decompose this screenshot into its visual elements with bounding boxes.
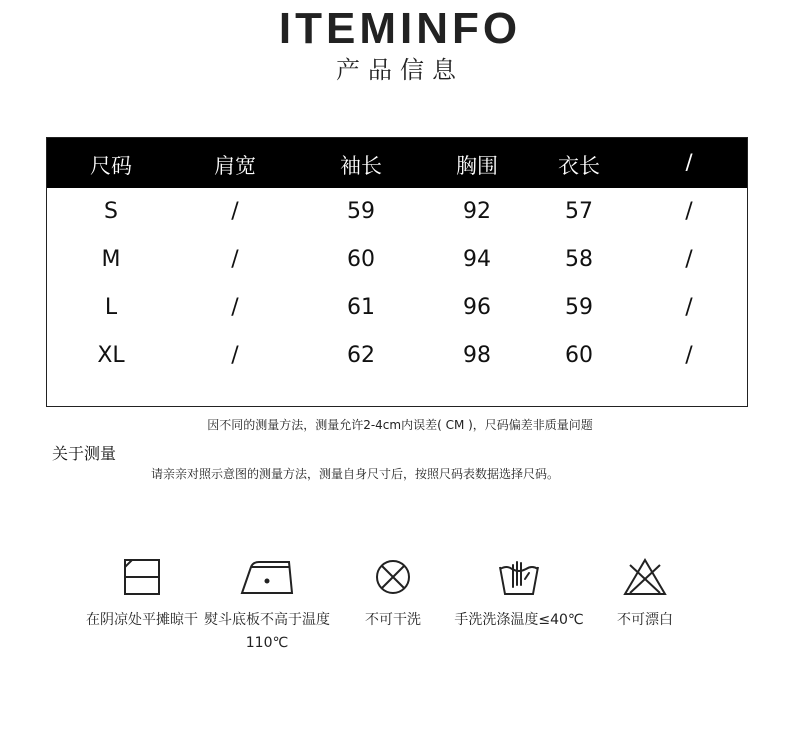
table-cell: / bbox=[685, 343, 693, 368]
no-bleach-icon bbox=[622, 557, 668, 597]
iron-low-temp-icon bbox=[239, 557, 295, 597]
table-cell: 92 bbox=[463, 199, 491, 224]
table-cell: 61 bbox=[347, 295, 375, 320]
table-row bbox=[47, 236, 747, 284]
table-header bbox=[47, 138, 747, 188]
care-item-hand-wash bbox=[449, 557, 589, 632]
column-header-chest: 胸围 bbox=[456, 154, 498, 178]
care-label: 熨斗底板不高于温度110℃ bbox=[204, 612, 330, 651]
measurement-error-note: 因不同的测量方法，测量允许2-4cm内误差( CM )，尺码偏差非质量问题 bbox=[207, 418, 593, 432]
care-item-iron bbox=[197, 557, 337, 655]
table-cell: 57 bbox=[565, 199, 593, 224]
table-cell: L bbox=[104, 295, 118, 320]
dry-flat-shade-icon bbox=[122, 557, 162, 597]
column-header-shoulder: 肩宽 bbox=[214, 154, 256, 178]
care-label: 在阴凉处平摊晾干 bbox=[86, 612, 198, 628]
no-dry-clean-icon bbox=[373, 557, 413, 597]
hand-wash-icon bbox=[497, 557, 541, 597]
about-measurement-heading: 关于测量 bbox=[52, 444, 117, 463]
column-header-slash: / bbox=[685, 150, 693, 174]
table-cell: XL bbox=[97, 343, 125, 368]
table-row bbox=[47, 332, 747, 380]
care-label: 手洗洗涤温度≤40℃ bbox=[454, 612, 584, 628]
table-cell: 59 bbox=[347, 199, 375, 224]
about-measurement-text: 请亲亲对照示意图的测量方法，测量自身尺寸后，按照尺码表数据选择尺码。 bbox=[151, 467, 560, 481]
table-cell: / bbox=[231, 247, 239, 272]
care-item-no-dry-clean bbox=[323, 557, 463, 632]
table-row bbox=[47, 284, 747, 332]
size-table bbox=[46, 137, 748, 407]
table-cell: / bbox=[685, 199, 693, 224]
table-cell: 60 bbox=[565, 343, 593, 368]
table-cell: 98 bbox=[463, 343, 491, 368]
column-header-size: 尺码 bbox=[90, 154, 132, 178]
table-cell: M bbox=[101, 247, 121, 272]
table-cell: / bbox=[685, 247, 693, 272]
table-cell: 62 bbox=[347, 343, 375, 368]
page-subtitle: 产品信息 bbox=[336, 56, 464, 84]
table-cell: 59 bbox=[565, 295, 593, 320]
table-cell: / bbox=[231, 295, 239, 320]
table-cell: S bbox=[104, 199, 118, 224]
table-cell: 94 bbox=[463, 247, 491, 272]
care-label: 不可干洗 bbox=[365, 612, 421, 628]
table-cell: 60 bbox=[347, 247, 375, 272]
column-header-sleeve: 袖长 bbox=[340, 154, 382, 178]
table-cell: 58 bbox=[565, 247, 593, 272]
table-cell: / bbox=[231, 199, 239, 224]
column-header-length: 衣长 bbox=[558, 154, 600, 178]
table-row bbox=[47, 188, 747, 236]
table-cell: / bbox=[231, 343, 239, 368]
care-item-dry-flat bbox=[72, 557, 212, 632]
table-cell: 96 bbox=[463, 295, 491, 320]
page-title: ITEMINFO bbox=[278, 4, 522, 53]
care-label: 不可漂白 bbox=[617, 612, 673, 628]
care-item-no-bleach bbox=[575, 557, 715, 632]
table-cell: / bbox=[685, 295, 693, 320]
